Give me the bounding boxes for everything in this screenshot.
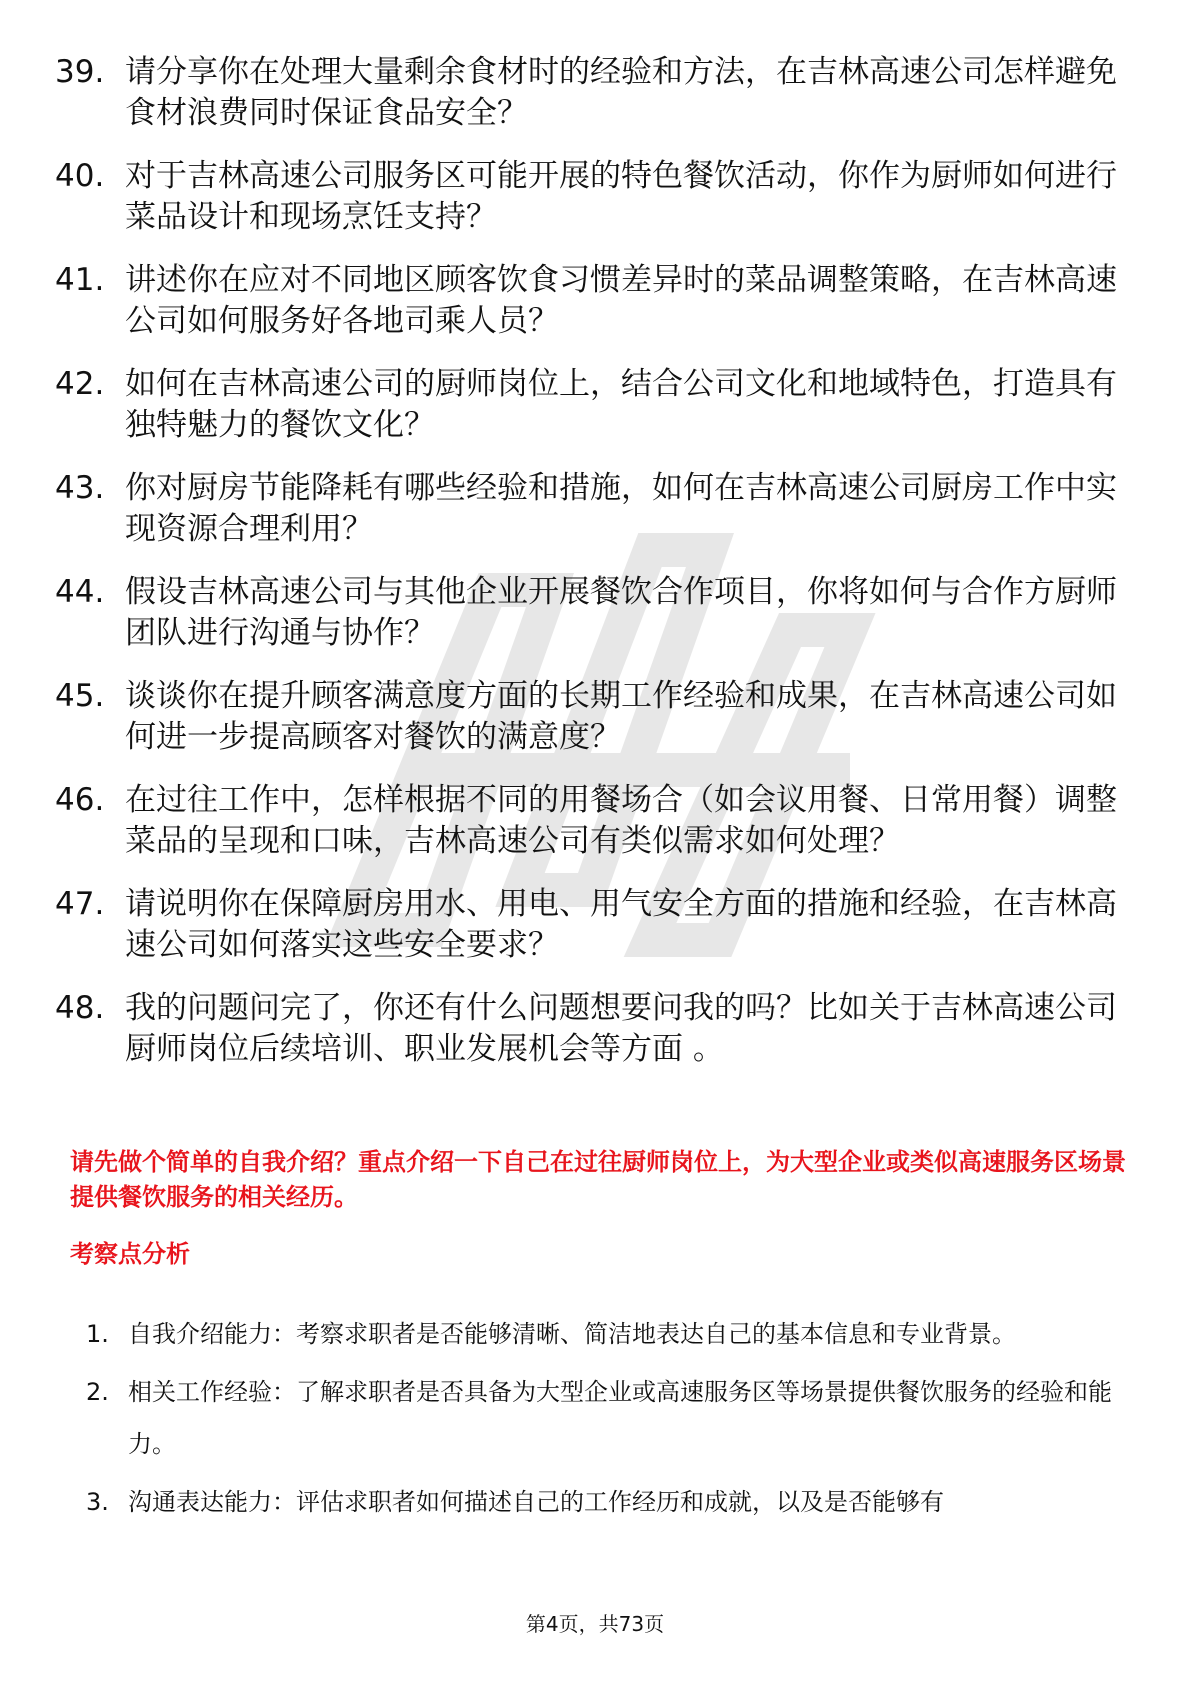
question-number: 41.: [55, 262, 105, 298]
analysis-text: 相关工作经验：了解求职者是否具备为大型企业或高速服务区等场景提供餐饮服务的经验和能力。: [128, 1378, 1112, 1458]
highlight-question: 请先做个简单的自我介绍？重点介绍一下自己在过往厨师岗位上，为大型企业或类似高速服务区场景提供餐饮服务的相关经历。: [70, 1148, 1126, 1211]
list-item: [86, 1476, 1126, 1528]
list-item: [55, 884, 1135, 966]
analysis-text: 自我介绍能力：考察求职者是否能够清晰、简洁地表达自己的基本信息和专业背景。: [128, 1320, 1016, 1348]
analysis-text: 沟通表达能力：评估求职者如何描述自己的工作经历和成就，以及是否能够有: [128, 1488, 944, 1516]
question-text: 我的问题问完了，你还有什么问题想要问我的吗？比如关于吉林高速公司厨师岗位后续培训、职业发展机会等方面 。: [125, 990, 1117, 1067]
analysis-number: 2.: [86, 1378, 109, 1406]
question-number: 42.: [55, 366, 105, 402]
question-text: 你对厨房节能降耗有哪些经验和措施，如何在吉林高速公司厨房工作中实现资源合理利用？: [125, 470, 1117, 547]
analysis-list: [86, 1308, 1126, 1534]
page-footer: 第4页，共73页: [525, 1612, 665, 1636]
question-text: 请分享你在处理大量剩余食材时的经验和方法，在吉林高速公司怎样避免食材浪费同时保证食品安全？: [125, 54, 1117, 131]
question-number: 39.: [55, 54, 105, 90]
list-item: [55, 364, 1135, 446]
question-text: 请说明你在保障厨房用水、用电、用气安全方面的措施和经验，在吉林高速公司如何落实这些安全要求？: [125, 886, 1117, 963]
list-item: [55, 988, 1135, 1070]
question-text: 在过往工作中，怎样根据不同的用餐场合（如会议用餐、日常用餐）调整菜品的呈现和口味，吉林高速公司有类似需求如何处理？: [125, 782, 1117, 859]
list-item: [86, 1366, 1126, 1470]
list-item: [55, 572, 1135, 654]
question-number: 44.: [55, 574, 105, 610]
analysis-title: 考察点分析: [70, 1240, 190, 1268]
question-text: 假设吉林高速公司与其他企业开展餐饮合作项目，你将如何与合作方厨师团队进行沟通与协作？: [125, 574, 1117, 651]
list-item: [55, 156, 1135, 238]
question-list: [55, 52, 1135, 1092]
question-number: 47.: [55, 886, 105, 922]
question-number: 46.: [55, 782, 105, 818]
analysis-number: 3.: [86, 1488, 109, 1516]
list-item: [86, 1308, 1126, 1360]
list-item: [55, 52, 1135, 134]
list-item: [55, 780, 1135, 862]
question-number: 45.: [55, 678, 105, 714]
analysis-number: 1.: [86, 1320, 109, 1348]
list-item: [55, 260, 1135, 342]
question-text: 如何在吉林高速公司的厨师岗位上，结合公司文化和地域特色，打造具有独特魅力的餐饮文化？: [125, 366, 1117, 443]
question-number: 40.: [55, 158, 105, 194]
list-item: [55, 468, 1135, 550]
question-text: 谈谈你在提升顾客满意度方面的长期工作经验和成果，在吉林高速公司如何进一步提高顾客对餐饮的满意度？: [125, 678, 1117, 755]
question-text: 对于吉林高速公司服务区可能开展的特色餐饮活动，你作为厨师如何进行菜品设计和现场烹饪支持？: [125, 158, 1117, 235]
question-text: 讲述你在应对不同地区顾客饮食习惯差异时的菜品调整策略，在吉林高速公司如何服务好各地司乘人员？: [125, 262, 1117, 339]
list-item: [55, 676, 1135, 758]
question-number: 43.: [55, 470, 105, 506]
question-number: 48.: [55, 990, 105, 1026]
